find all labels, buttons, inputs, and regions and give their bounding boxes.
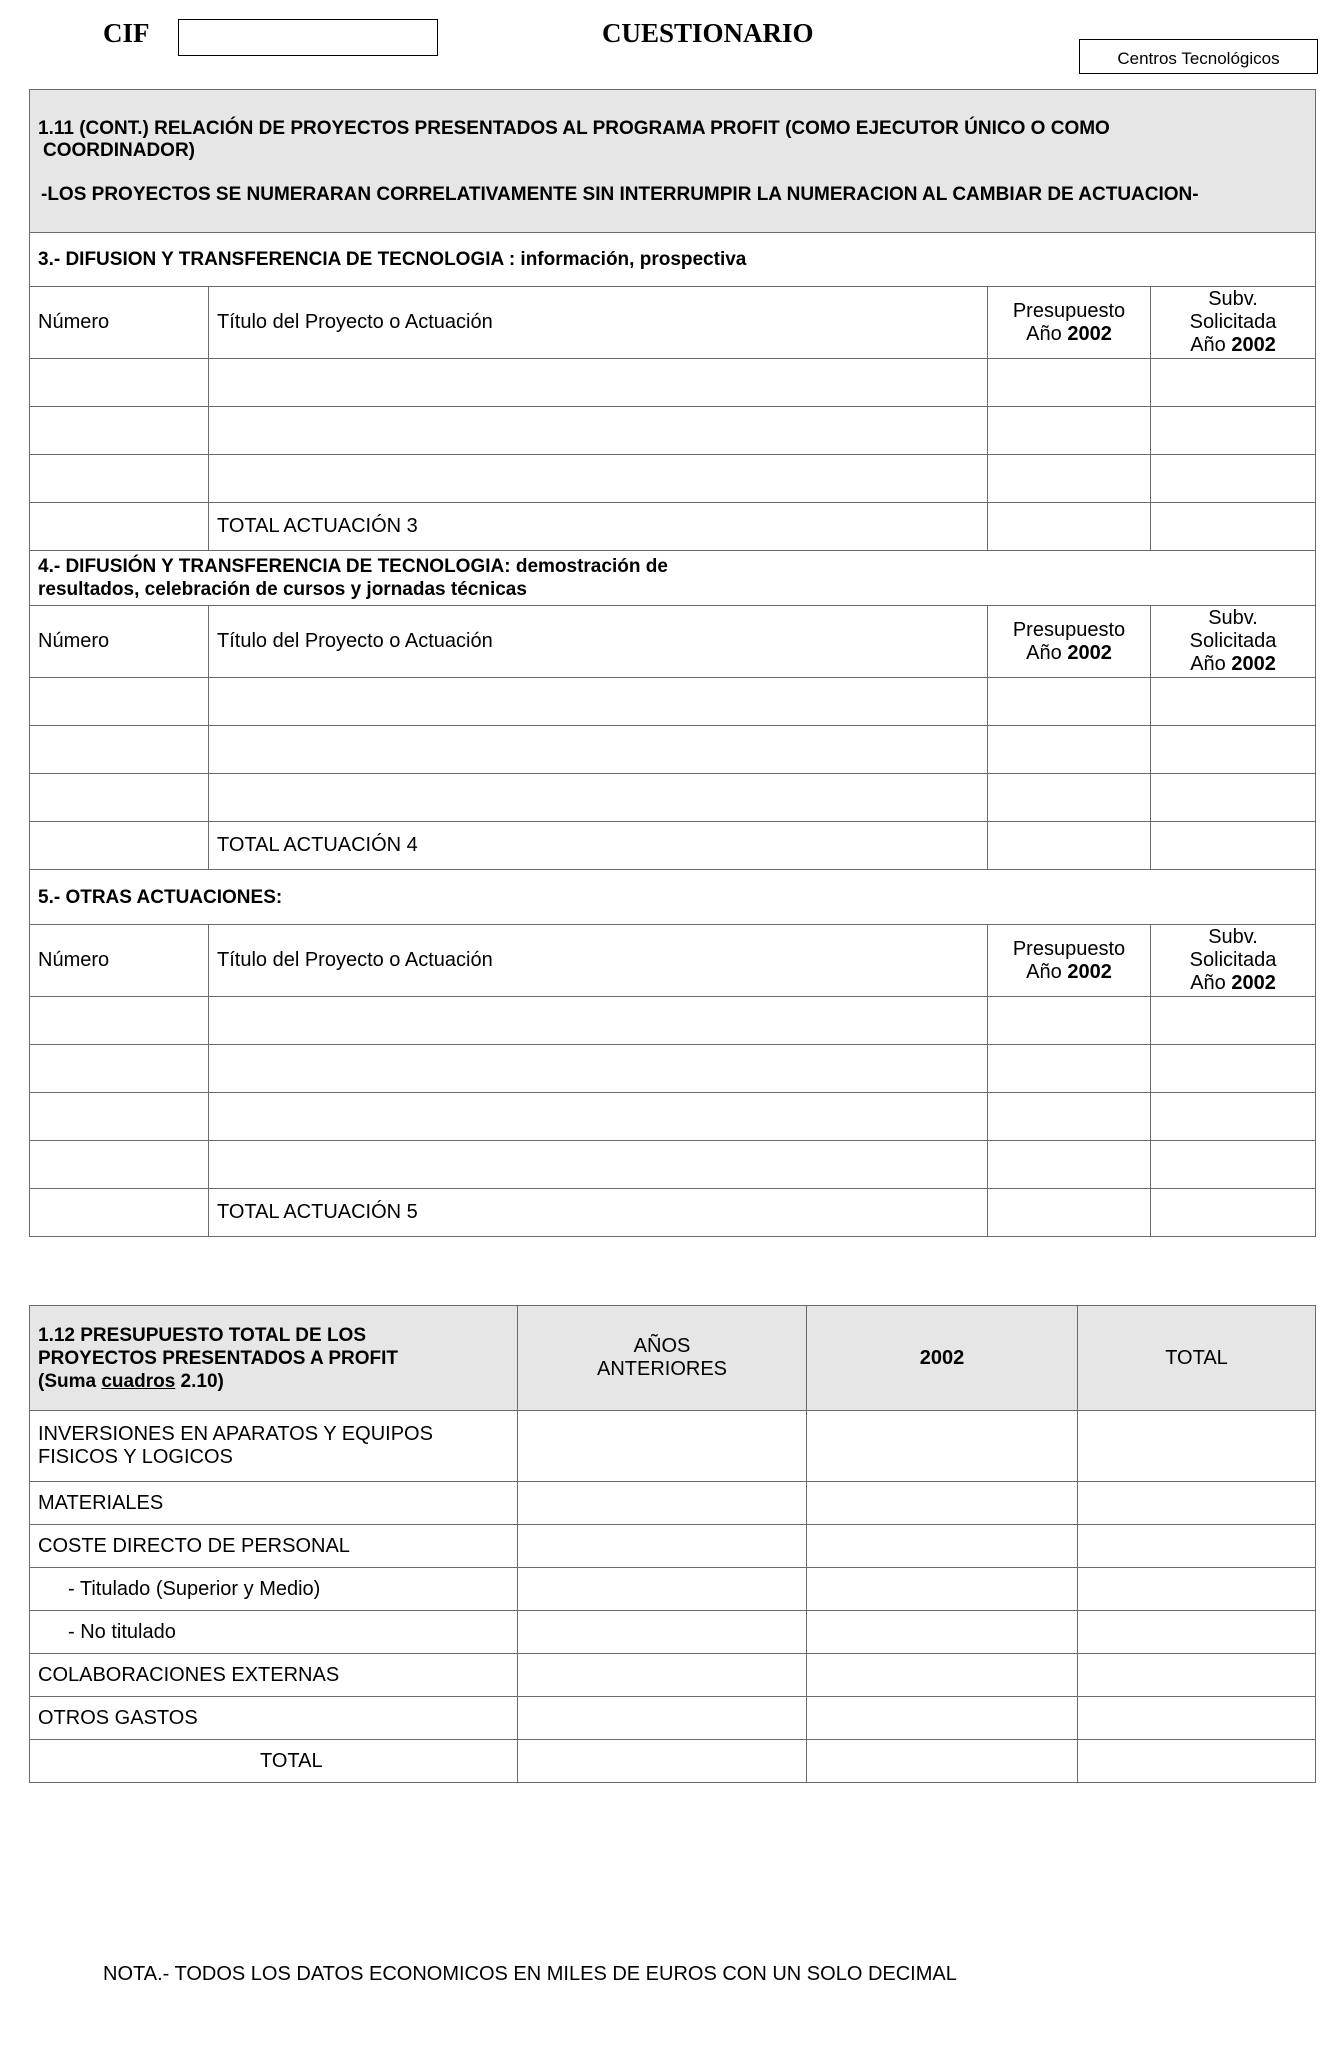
table-row [30,1093,1316,1141]
budget-label-inversiones: INVERSIONES EN APARATOS Y EQUIPOS FISICOS Y LOGICOS [30,1411,518,1482]
numero-input[interactable] [30,678,209,726]
total-input[interactable] [1078,1697,1316,1740]
column-subvencion: Subv. Solicitada Año 2002 [1151,606,1316,678]
actuacion-5-total-row [30,1189,1316,1237]
year-input[interactable] [807,1568,1078,1611]
budget-row-coste-personal [30,1525,1316,1568]
titulo-input[interactable] [209,997,988,1045]
column-presupuesto: Presupuesto Año 2002 [988,287,1151,359]
anos-anteriores-input[interactable] [518,1482,807,1525]
column-titulo: Título del Proyecto o Actuación [209,925,988,997]
titulo-input[interactable] [209,407,988,455]
total-input[interactable] [1078,1611,1316,1654]
section-1-12-title: 1.12 PRESUPUESTO TOTAL DE LOS PROYECTOS PRESENTADOS A PROFIT (Suma cuadros 2.10) [30,1306,518,1411]
column-titulo: Título del Proyecto o Actuación [209,287,988,359]
presupuesto-input[interactable] [988,726,1151,774]
budget-summary-table [29,1305,1316,1783]
presupuesto-input[interactable] [988,997,1151,1045]
budget-row-inversiones [30,1411,1316,1482]
year-input[interactable] [807,1654,1078,1697]
numero-input[interactable] [30,455,209,503]
titulo-input[interactable] [209,1141,988,1189]
column-total: TOTAL [1078,1306,1316,1411]
total-numero-cell [30,1189,209,1237]
actuacion-3-total-label: TOTAL ACTUACIÓN 3 [209,503,988,551]
page-title: CUESTIONARIO [602,18,814,48]
total-input[interactable] [1078,1525,1316,1568]
budget-label-no-titulado: - No titulado [30,1611,518,1654]
numero-input[interactable] [30,1141,209,1189]
total-presupuesto-input[interactable] [988,822,1151,870]
budget-row-total [30,1740,1316,1783]
total-input[interactable] [1078,1482,1316,1525]
year-input[interactable] [807,1411,1078,1482]
section-1-11-instructions: -LOS PROYECTOS SE NUMERARAN CORRELATIVAMENTE SIN INTERRUMPIR LA NUMERACION AL CAMBIAR DE ACTUACION- [41,184,1199,205]
anos-anteriores-input[interactable] [518,1611,807,1654]
table-row [30,678,1316,726]
actuacion-4-total-label: TOTAL ACTUACIÓN 4 [209,822,988,870]
subvencion-input[interactable] [1151,1093,1316,1141]
total-input[interactable] [1078,1411,1316,1482]
table-row [30,1141,1316,1189]
table-row [30,1045,1316,1093]
column-titulo: Título del Proyecto o Actuación [209,606,988,678]
total-input[interactable] [1078,1740,1316,1783]
column-numero: Número [30,925,209,997]
presupuesto-input[interactable] [988,1093,1151,1141]
column-numero: Número [30,606,209,678]
section-1-11-title: 1.11 (CONT.) RELACIÓN DE PROYECTOS PRESENTADOS AL PROGRAMA PROFIT (COMO EJECUTOR ÚNICO O COMO COORDINADOR) [38,118,1110,161]
numero-input[interactable] [30,774,209,822]
year-input[interactable] [807,1525,1078,1568]
numero-input[interactable] [30,997,209,1045]
total-subvencion-input[interactable] [1151,1189,1316,1237]
subvencion-input[interactable] [1151,774,1316,822]
actuacion-5-heading-row [30,870,1316,925]
budget-row-titulado [30,1568,1316,1611]
presupuesto-input[interactable] [988,1045,1151,1093]
year-input[interactable] [807,1482,1078,1525]
table-row [30,774,1316,822]
presupuesto-input[interactable] [988,407,1151,455]
titulo-input[interactable] [209,726,988,774]
budget-label-titulado: - Titulado (Superior y Medio) [30,1568,518,1611]
titulo-input[interactable] [209,678,988,726]
budget-label-otros: OTROS GASTOS [30,1697,518,1740]
subvencion-input[interactable] [1151,407,1316,455]
titulo-input[interactable] [209,359,988,407]
actuacion-3-column-header [30,287,1316,359]
titulo-input[interactable] [209,1045,988,1093]
cif-label: CIF [103,18,150,48]
numero-input[interactable] [30,1045,209,1093]
anos-anteriores-input[interactable] [518,1654,807,1697]
budget-row-no-titulado [30,1611,1316,1654]
budget-label-colaboraciones: COLABORACIONES EXTERNAS [30,1654,518,1697]
column-anos-anteriores: AÑOS ANTERIORES [518,1306,807,1411]
column-presupuesto: Presupuesto Año 2002 [988,925,1151,997]
table-row [30,407,1316,455]
total-presupuesto-input[interactable] [988,1189,1151,1237]
presupuesto-input[interactable] [988,455,1151,503]
anos-anteriores-input[interactable] [518,1568,807,1611]
numero-input[interactable] [30,359,209,407]
presupuesto-input[interactable] [988,774,1151,822]
actuacion-3-total-row [30,503,1316,551]
actuacion-5-column-header [30,925,1316,997]
budget-label-coste-personal: COSTE DIRECTO DE PERSONAL [30,1525,518,1568]
budget-row-otros [30,1697,1316,1740]
column-numero: Número [30,287,209,359]
total-subvencion-input[interactable] [1151,822,1316,870]
table-row [30,359,1316,407]
presupuesto-input[interactable] [988,359,1151,407]
subvencion-input[interactable] [1151,1045,1316,1093]
budget-label-total: TOTAL [30,1740,518,1783]
anos-anteriores-input[interactable] [518,1525,807,1568]
subvencion-input[interactable] [1151,678,1316,726]
category-badge: Centros Tecnológicos [1079,39,1318,74]
actuacion-5-total-label: TOTAL ACTUACIÓN 5 [209,1189,988,1237]
table-row [30,997,1316,1045]
actuacion-4-total-row [30,822,1316,870]
titulo-input[interactable] [209,1093,988,1141]
actuacion-3-heading-row [30,233,1316,287]
year-input[interactable] [807,1611,1078,1654]
footer-note: NOTA.- TODOS LOS DATOS ECONOMICOS EN MILES DE EUROS CON UN SOLO DECIMAL [103,1963,957,1985]
presupuesto-input[interactable] [988,678,1151,726]
presupuesto-input[interactable] [988,1141,1151,1189]
anos-anteriores-input[interactable] [518,1697,807,1740]
numero-input[interactable] [30,1093,209,1141]
section-1-11-title-cell [30,90,1316,233]
total-input[interactable] [1078,1654,1316,1697]
section-1-11-header [30,90,1316,233]
subvencion-input[interactable] [1151,726,1316,774]
actuacion-5-heading: 5.- OTRAS ACTUACIONES: [30,870,1316,925]
year-input[interactable] [807,1740,1078,1783]
column-year: 2002 [807,1306,1078,1411]
total-numero-cell [30,503,209,551]
table-row [30,726,1316,774]
total-presupuesto-input[interactable] [988,503,1151,551]
subvencion-input[interactable] [1151,997,1316,1045]
table-row [30,455,1316,503]
subvencion-input[interactable] [1151,1141,1316,1189]
subvencion-input[interactable] [1151,455,1316,503]
column-presupuesto: Presupuesto Año 2002 [988,606,1151,678]
projects-table [29,89,1316,1237]
actuacion-4-heading: 4.- DIFUSIÓN Y TRANSFERENCIA DE TECNOLOGIA: demostración de resultados, celebración de cursos y jornadas técnicas [30,551,1316,606]
actuacion-4-column-header [30,606,1316,678]
budget-summary-header [30,1306,1316,1411]
total-subvencion-input[interactable] [1151,503,1316,551]
numero-input[interactable] [30,407,209,455]
titulo-input[interactable] [209,455,988,503]
titulo-input[interactable] [209,774,988,822]
column-subvencion: Subv. Solicitada Año 2002 [1151,287,1316,359]
actuacion-4-heading-row [30,551,1316,606]
anos-anteriores-input[interactable] [518,1411,807,1482]
actuacion-3-heading: 3.- DIFUSION Y TRANSFERENCIA DE TECNOLOGIA : información, prospectiva [30,233,1316,287]
total-input[interactable] [1078,1568,1316,1611]
column-subvencion: Subv. Solicitada Año 2002 [1151,925,1316,997]
budget-row-materiales [30,1482,1316,1525]
subvencion-input[interactable] [1151,359,1316,407]
budget-row-colaboraciones [30,1654,1316,1697]
total-numero-cell [30,822,209,870]
year-input[interactable] [807,1697,1078,1740]
budget-label-materiales: MATERIALES [30,1482,518,1525]
cif-input[interactable] [178,19,438,56]
anos-anteriores-input[interactable] [518,1740,807,1783]
numero-input[interactable] [30,726,209,774]
